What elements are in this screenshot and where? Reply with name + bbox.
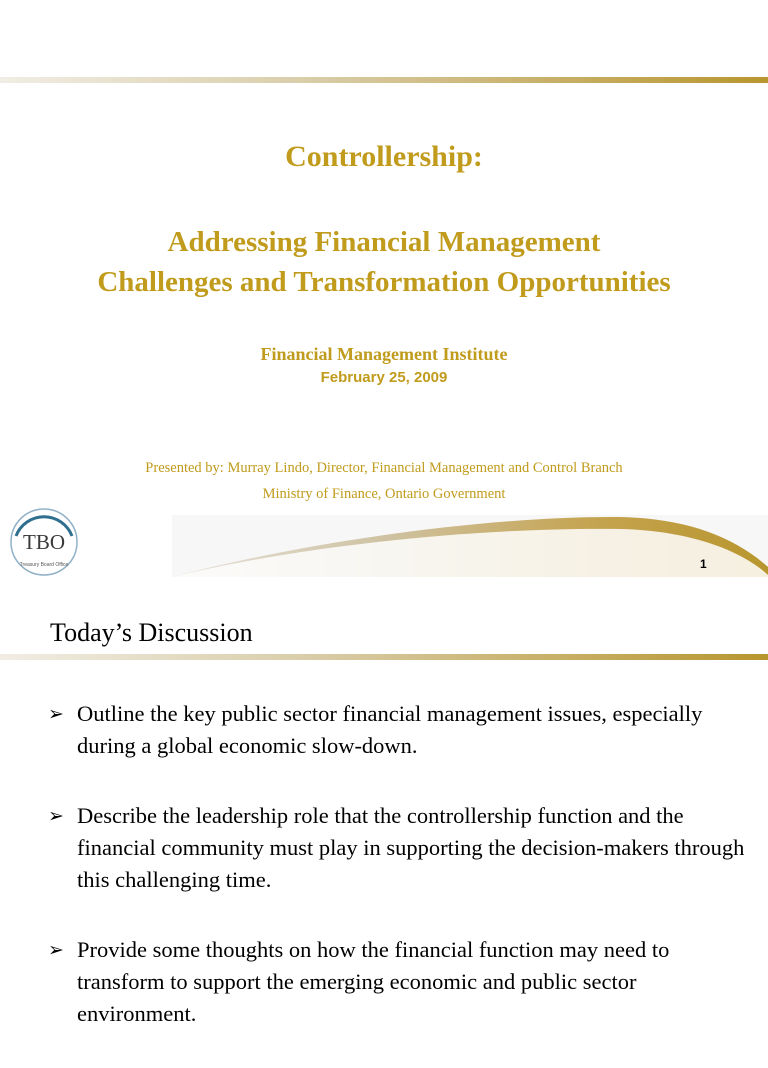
title-rule [0, 654, 768, 660]
logo-text: TBO [23, 530, 65, 554]
arrow-bullet-icon: ➢ [48, 805, 64, 827]
subtitle-line-1: Addressing Financial Management [167, 226, 601, 258]
tbo-logo [8, 506, 80, 578]
presenter-line-2: Ministry of Finance, Ontario Government [262, 486, 506, 502]
arrow-bullet-icon: ➢ [48, 703, 64, 725]
top-rule [0, 77, 768, 83]
slide-subtitle [0, 222, 768, 302]
list-item [48, 800, 758, 896]
slide-title: Today’s Discussion [50, 618, 253, 647]
list-item [48, 698, 758, 762]
bullet-text: Describe the leadership role that the controllership function and the financial community must play in supporting the decision-makers through this challenging time. [77, 803, 745, 892]
logo-subtext: Treasury Board Office [19, 562, 69, 568]
bullet-list [48, 698, 758, 1068]
bullet-text: Outline the key public sector financial management issues, especially during a global economic slow-down. [77, 701, 703, 758]
arrow-bullet-icon: ➢ [48, 939, 64, 961]
bullet-text: Provide some thoughts on how the financial function may need to transform to support the emerging economic and public sector environment. [77, 937, 670, 1026]
event-date: February 25, 2009 [320, 369, 448, 386]
page-number: 1 [700, 557, 707, 571]
list-item [48, 934, 758, 1030]
decorative-swoosh [172, 515, 768, 577]
subtitle-line-2: Challenges and Transformation Opportunities [97, 266, 671, 298]
slide-title: Controllership: [285, 140, 483, 173]
presenter-line-1: Presented by: Murray Lindo, Director, Financial Management and Control Branch [145, 460, 623, 476]
discussion-slide [0, 590, 768, 1024]
institute-name: Financial Management Institute [260, 344, 508, 364]
